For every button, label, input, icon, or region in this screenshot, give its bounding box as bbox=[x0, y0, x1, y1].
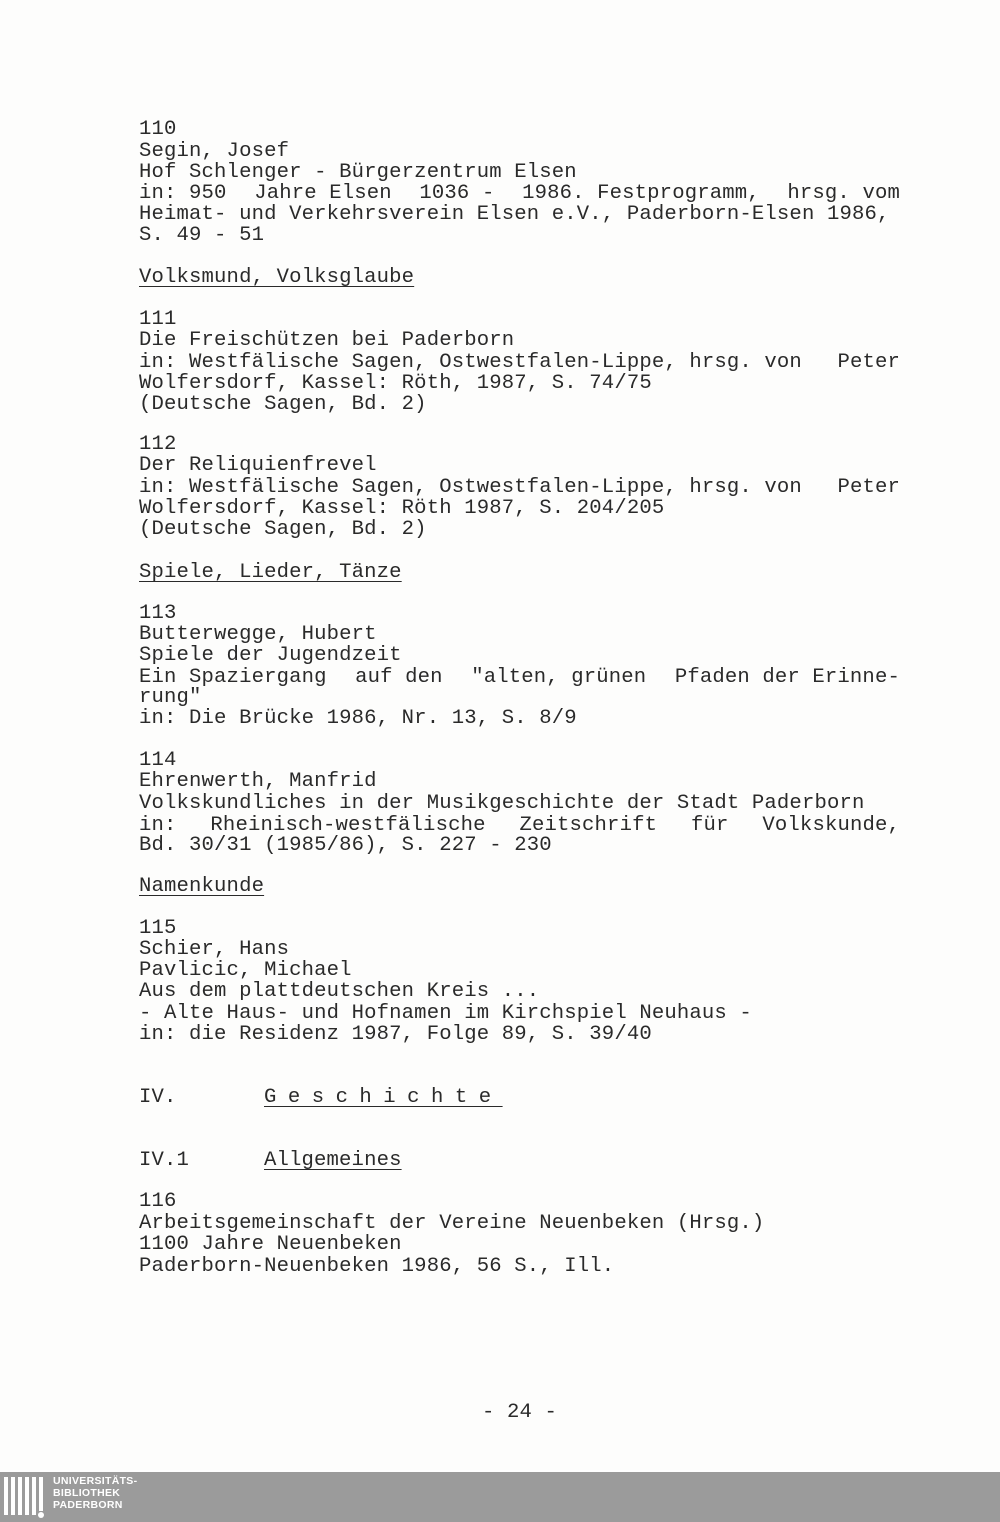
entry-115-title: Aus dem plattdeutschen Kreis ... bbox=[139, 980, 540, 1003]
section-heading-namenkunde: Namenkunde bbox=[139, 875, 265, 898]
entry-110-publisher: Heimat- und Verkehrsverein Elsen e.V., Paderborn-Elsen 1986, bbox=[139, 203, 890, 226]
chapter-title: Geschichte bbox=[264, 1086, 503, 1109]
entry-115-number: 115 bbox=[139, 917, 177, 940]
entry-113-source: in: Die Brücke 1986, Nr. 13, S. 8/9 bbox=[139, 707, 577, 730]
entry-113-subtitle: Ein Spaziergang auf den "alten, grünen Pfaden der Erinne- bbox=[139, 666, 900, 689]
entry-111-publisher: Wolfersdorf, Kassel: Röth, 1987, S. 74/75 bbox=[139, 372, 652, 395]
logo-line-2: BIBLIOTHEK bbox=[53, 1487, 121, 1499]
entry-114-volume: Bd. 30/31 (1985/86), S. 227 - 230 bbox=[139, 834, 552, 857]
entry-115-author-1: Schier, Hans bbox=[139, 938, 290, 961]
entry-115-source: in: die Residenz 1987, Folge 89, S. 39/40 bbox=[139, 1023, 652, 1046]
chapter-number: IV. bbox=[139, 1086, 177, 1109]
library-logo-text bbox=[53, 1475, 137, 1511]
entry-110-author: Segin, Josef bbox=[139, 140, 290, 163]
entry-113-number: 113 bbox=[139, 602, 177, 625]
entry-113-author: Butterwegge, Hubert bbox=[139, 623, 377, 646]
entry-112-series: (Deutsche Sagen, Bd. 2) bbox=[139, 518, 427, 541]
entry-114-number: 114 bbox=[139, 749, 177, 772]
entry-116-number: 116 bbox=[139, 1190, 177, 1213]
section-heading-spiele: Spiele, Lieder, Tänze bbox=[139, 561, 402, 584]
entry-115-author-2: Pavlicic, Michael bbox=[139, 959, 352, 982]
library-footer-bar bbox=[0, 1472, 1000, 1522]
entry-111-title: Die Freischützen bei Paderborn bbox=[139, 329, 515, 352]
entry-114-title: Volkskundliches in der Musikgeschichte der Stadt Paderborn bbox=[139, 792, 865, 815]
entry-112-number: 112 bbox=[139, 433, 177, 456]
entry-113-subtitle-cont: rung" bbox=[139, 686, 202, 709]
entry-115-subtitle: - Alte Haus- und Hofnamen im Kirchspiel Neuhaus - bbox=[139, 1002, 752, 1025]
entry-116-author: Arbeitsgemeinschaft der Vereine Neuenbeken (Hrsg.) bbox=[139, 1212, 765, 1235]
library-logo-icon bbox=[2, 1473, 50, 1519]
entry-111-series: (Deutsche Sagen, Bd. 2) bbox=[139, 393, 427, 416]
page-number: - 24 - bbox=[482, 1401, 558, 1424]
entry-110-title: Hof Schlenger - Bürgerzentrum Elsen bbox=[139, 161, 577, 184]
entry-114-source-line: in: Rheinisch-westfälische Zeitschrift für Volkskunde, bbox=[139, 814, 900, 837]
entry-113-title: Spiele der Jugendzeit bbox=[139, 644, 402, 667]
entry-111-number: 111 bbox=[139, 308, 177, 331]
entry-112-source-line: in: Westfälische Sagen, Ostwestfalen-Lippe, hrsg. von Peter bbox=[139, 476, 900, 499]
entry-110-pages: S. 49 - 51 bbox=[139, 224, 265, 247]
entry-112-publisher: Wolfersdorf, Kassel: Röth 1987, S. 204/205 bbox=[139, 497, 665, 520]
entry-114-author: Ehrenwerth, Manfrid bbox=[139, 770, 377, 793]
entry-116-imprint: Paderborn-Neuenbeken 1986, 56 S., Ill. bbox=[139, 1255, 615, 1278]
section-heading-volksmund: Volksmund, Volksglaube bbox=[139, 266, 415, 289]
entry-111-source-line: in: Westfälische Sagen, Ostwestfalen-Lippe, hrsg. von Peter bbox=[139, 351, 900, 374]
logo-line-1: UNIVERSITÄTS- bbox=[53, 1475, 138, 1487]
subchapter-title: Allgemeines bbox=[264, 1149, 402, 1172]
subchapter-number: IV.1 bbox=[139, 1149, 190, 1172]
entry-110-number: 110 bbox=[139, 118, 177, 141]
entry-116-title: 1100 Jahre Neuenbeken bbox=[139, 1233, 402, 1256]
entry-110-source-line: in: 950 Jahre Elsen 1036 - 1986. Festprogramm, hrsg. vom bbox=[139, 182, 900, 205]
entry-112-title: Der Reliquienfrevel bbox=[139, 454, 377, 477]
logo-line-3: PADERBORN bbox=[53, 1499, 123, 1511]
